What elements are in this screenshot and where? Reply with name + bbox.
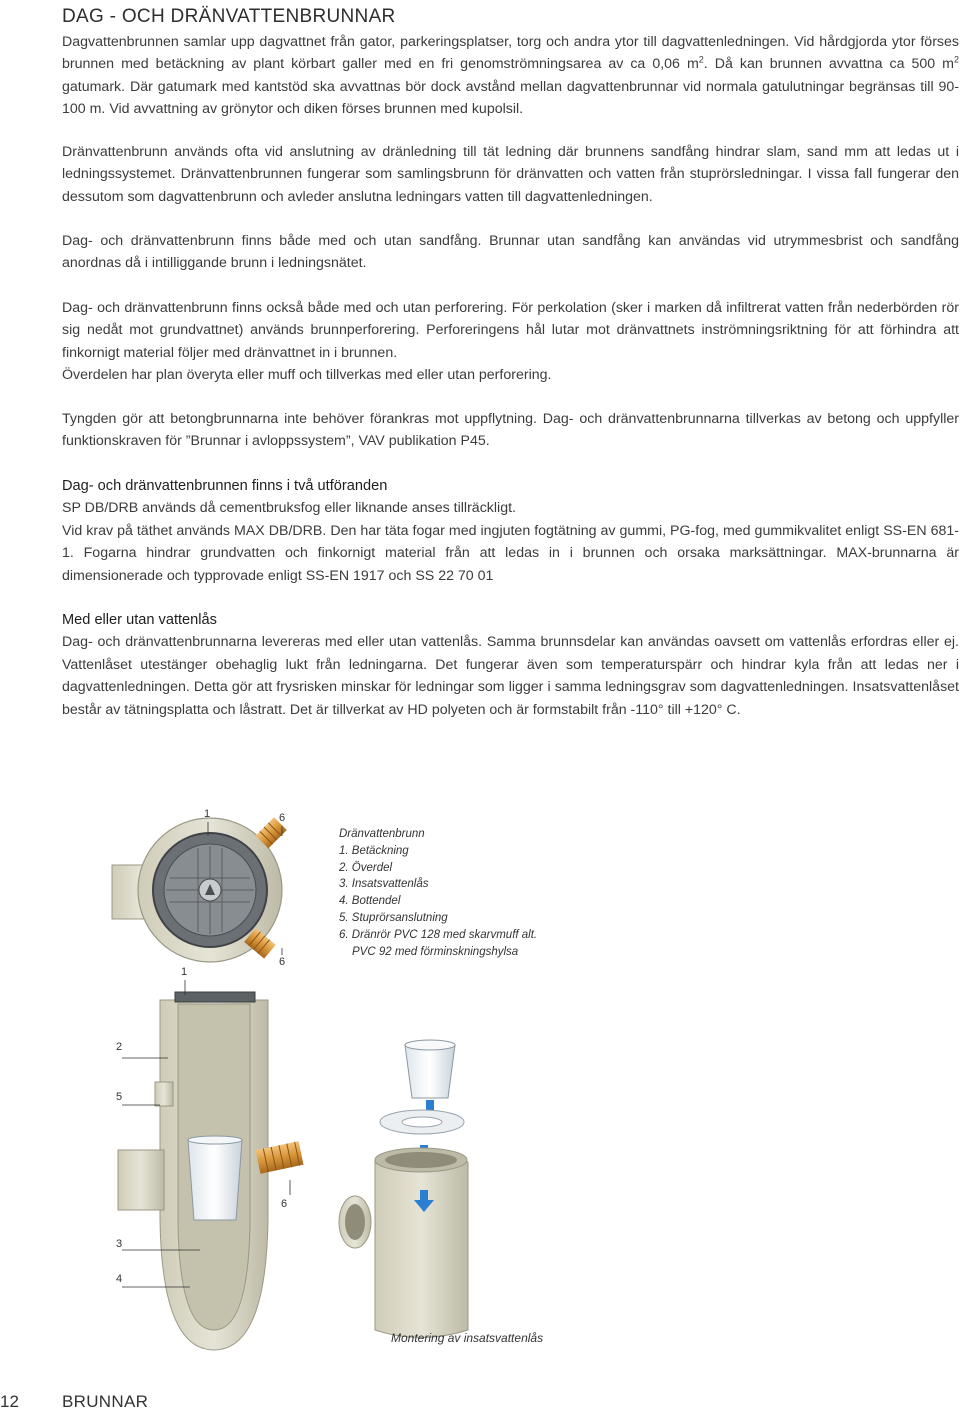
section-downpipe-stub [155,1082,173,1106]
legend-item: 1. Betäckning [339,844,409,857]
callout-top-6b: 6 [279,956,286,968]
paragraph-intro-a: Dagvattenbrunnen samlar upp dagvattnet från gator, parkeringsplatser, torg och andra ytor till dagvattenledningen. Vid hårdgjorda ytor förses brunnen med betäckning av plant körbart galler med en fri genomströmningsarea av ca 0,06 m [62,34,959,73]
callout-top-6a: 6 [279,812,286,824]
superscript-2: 2 [953,54,959,65]
paragraph-max-db: Vid krav på täthet används MAX DB/DRB. Den har täta fogar med ingjuten fogtätning av gummi, PG-fog, med gummikvalitet enligt SS-EN 681-1. Fogarna hindrar grundvatten och finkornigt material från att ledas in i brunnen och orsaka marksättningar. MAX-brunnarna är dimensionerade och typprovade enligt SS-EN 1917 och SS 22 70 01 [62,522,959,584]
paragraph-sandfang-text: Dag- och dränvattenbrunn finns både med och utan sandfång. Brunnar utan sandfång kan användas vid utrymmesbrist och sandfång anordnas då i intilliggande brunn i ledningsnätet. [62,233,959,272]
callout-section-5: 5 [116,1091,123,1103]
page-title: DAG - OCH DRÄNVATTENBRUNNAR [62,6,396,27]
paragraph-intro-b: . Då kan brunnen avvattna ca 500 m [703,56,954,73]
callout-section-4: 4 [116,1273,123,1285]
top-view-well [112,817,287,962]
callout-top-1: 1 [204,808,211,820]
mounting-cup [405,1045,455,1098]
legend-item: 5. Stuprörsanslutning [339,911,448,924]
legend-item: 3. Insatsvattenlås [339,878,429,891]
legend-title: Dränvattenbrunn [339,828,425,840]
paragraph-overdel-text: Överdelen har plan överyta eller muff och tillverkas med eller utan perforering. [62,367,552,384]
page-number: 12 [0,1392,19,1411]
legend-item: 6. Dränrör PVC 128 med skarvmuff alt. [339,928,538,941]
section-lid [175,992,255,1002]
paragraph-intro-c: gatumark. Där gatumark med kantstöd ska avvattnas bör dock avstånd mellan dagvattenbrunnar vid normala gatulutningar begränsas till 90-100 m. Vid avvattning av grönytor och diken förses brunnen med kupolsil. [62,78,959,118]
legend-item: 2. Överdel [339,861,393,874]
paragraph-vattenlas: Dag- och dränvattenbrunnarna levereras med eller utan vattenlås. Samma brunnsdelar kan användas oavsett om vattenlås erfordras eller ej. Vattenlåset utestänger obehaglig lukt från ledningarna. Det fungerar även som temperaturspärr och hindrar kyla från att ledas ner i dagvattenledningen. Detta gör att frysrisken minskar för ledningar som ligger i samma ledningsgrav som dagvattenledningen. Insatsvattenlåset består av tätningsplatta och låstratt. Det är tillverkat av HD polyeten och är formstabilt från -110° till +120° C. [62,634,959,718]
callout-section-3: 3 [116,1238,123,1250]
callout-section-1: 1 [181,966,188,978]
callout-section-2: 2 [116,1041,123,1053]
section-view-well [118,980,304,1350]
paragraph-tyngd-text: Tyngden gör att betongbrunnarna inte behöver förankras mot uppflytning. Dag- och dränvattenbrunnarna tillverkas av betong och uppfyller funktionskraven för ”Brunnar i avloppssystem”, VAV publikation P45. [62,411,959,450]
paragraph-dranvattenbrunn-text: Dränvattenbrunn används ofta vid anslutning av dränledning till tät ledning där brunnens sandfång hindrar slam, sand mm att ledas ut i ledningssystemet. Dränvattenbrunnen fungerar som samlingsbrunn för dränvatten och vatten från stuprörsledningar. I vissa fall fungerar den dessutom som dagvattenbrunn och avleder anslutna ledningars vatten till dagvattenledningen. [62,144,959,205]
figure-legend [339,826,599,960]
legend-item: 4. Bottendel [339,895,401,908]
heading-utforanden: Dag- och dränvattenbrunnen finns i två utföranden [62,478,388,494]
section-water-trap [188,1140,242,1220]
legend-item: PVC 92 med förminskningshylsa [352,945,519,958]
paragraph-sp-db: SP DB/DRB används då cementbruksfog eller liknande anses tillräckligt. [62,500,516,517]
heading-vattenlas: Med eller utan vattenlås [62,612,217,628]
mounting-concrete-well [375,1153,468,1338]
figure-caption: Montering av insatsvattenlås [391,1331,544,1345]
superscript-1: 2 [698,54,704,65]
paragraph-perforering-text: Dag- och dränvattenbrunn finns också både med och utan perforering. För perkolation (sker i marken då infiltrerat vatten från nederbörden rör sig nedåt mot grundvattnet) används brunnperforering. Perforeringens hål lutar mot dränvattnets inströmningsriktning för att förhindra att finkornigt material följer med dränvattnet in i brunnen. [62,300,959,361]
callout-section-6: 6 [281,1198,288,1210]
section-side-pipe [118,1150,164,1210]
mounting-illustration [339,1040,468,1338]
footer-section: BRUNNAR [62,1392,149,1411]
